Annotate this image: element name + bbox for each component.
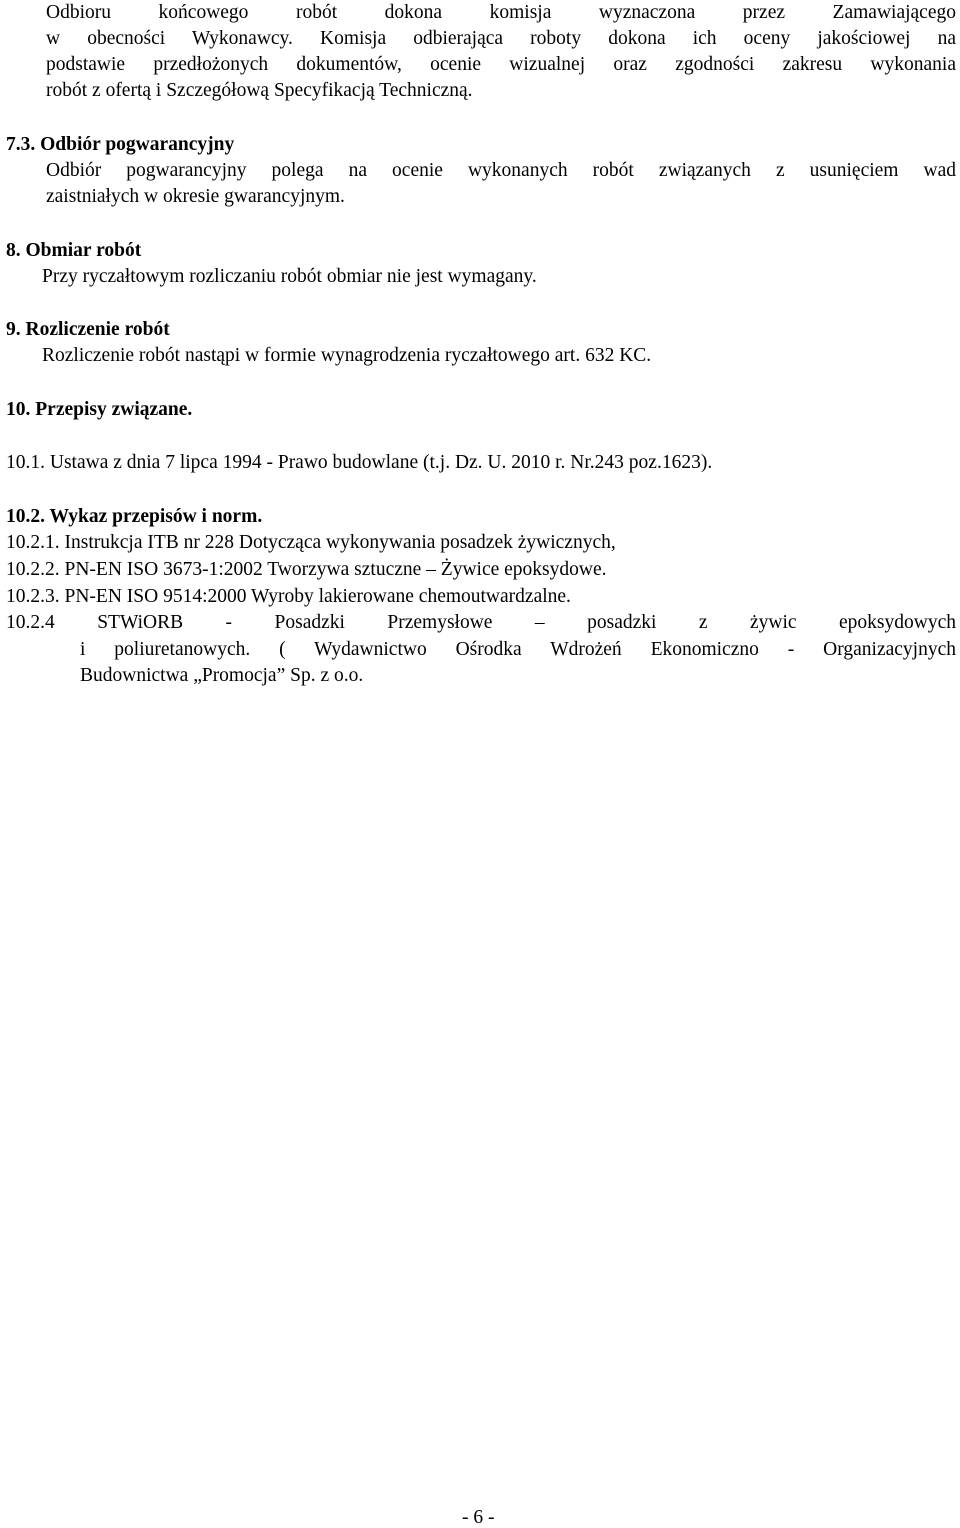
item-10-2-4-line-2: i poliuretanowych. ( Wydawnictwo Ośrodka Wdrożeń Ekonomiczno - Organizacyjnych	[80, 639, 956, 660]
intro-line-2: w obecności Wykonawcy. Komisja odbierająca roboty dokona ich oceny jakościowej na	[46, 28, 956, 49]
section-7-3-line-2: zaistniałych w okresie gwarancyjnym.	[46, 186, 345, 207]
intro-line-1: Odbioru końcowego robót dokona komisja wyznaczona przez Zamawiającego	[46, 2, 956, 23]
page-number: - 6 -	[462, 1507, 495, 1528]
section-7-3-heading: 7.3. Odbiór pogwarancyjny	[6, 134, 235, 155]
intro-line-4: robót z ofertą i Szczegółową Specyfikacją Techniczną.	[46, 80, 473, 101]
item-10-2-4-line-1: 10.2.4 STWiORB - Posadzki Przemysłowe – posadzki z żywic epoksydowych	[6, 612, 956, 633]
section-7-3-line-1: Odbiór pogwarancyjny polega na ocenie wykonanych robót związanych z usunięciem wad	[46, 160, 956, 181]
section-8-heading: 8. Obmiar robót	[6, 240, 142, 261]
section-10-2-heading: 10.2. Wykaz przepisów i norm.	[6, 506, 263, 527]
item-10-2-2: 10.2.2. PN-EN ISO 3673-1:2002 Tworzywa sztuczne – Żywice epoksydowe.	[6, 559, 607, 580]
section-9-text: Rozliczenie robót nastąpi w formie wynagrodzenia ryczałtowego art. 632 KC.	[42, 345, 652, 366]
item-10-2-4-line-3: Budownictwa „Promocja” Sp. z o.o.	[80, 665, 364, 686]
item-10-1: 10.1. Ustawa z dnia 7 lipca 1994 - Prawo budowlane (t.j. Dz. U. 2010 r. Nr.243 poz.1623).	[6, 452, 713, 473]
section-8-text: Przy ryczałtowym rozliczaniu robót obmiar nie jest wymagany.	[42, 266, 537, 287]
section-10-heading: 10. Przepisy związane.	[6, 399, 193, 420]
section-9-heading: 9. Rozliczenie robót	[6, 319, 170, 340]
item-10-2-3: 10.2.3. PN-EN ISO 9514:2000 Wyroby lakierowane chemoutwardzalne.	[6, 586, 571, 607]
item-10-2-1: 10.2.1. Instrukcja ITB nr 228 Dotycząca wykonywania posadzek żywicznych,	[6, 532, 616, 553]
intro-line-3: podstawie przedłożonych dokumentów, ocenie wizualnej oraz zgodności zakresu wykonania	[46, 54, 956, 75]
